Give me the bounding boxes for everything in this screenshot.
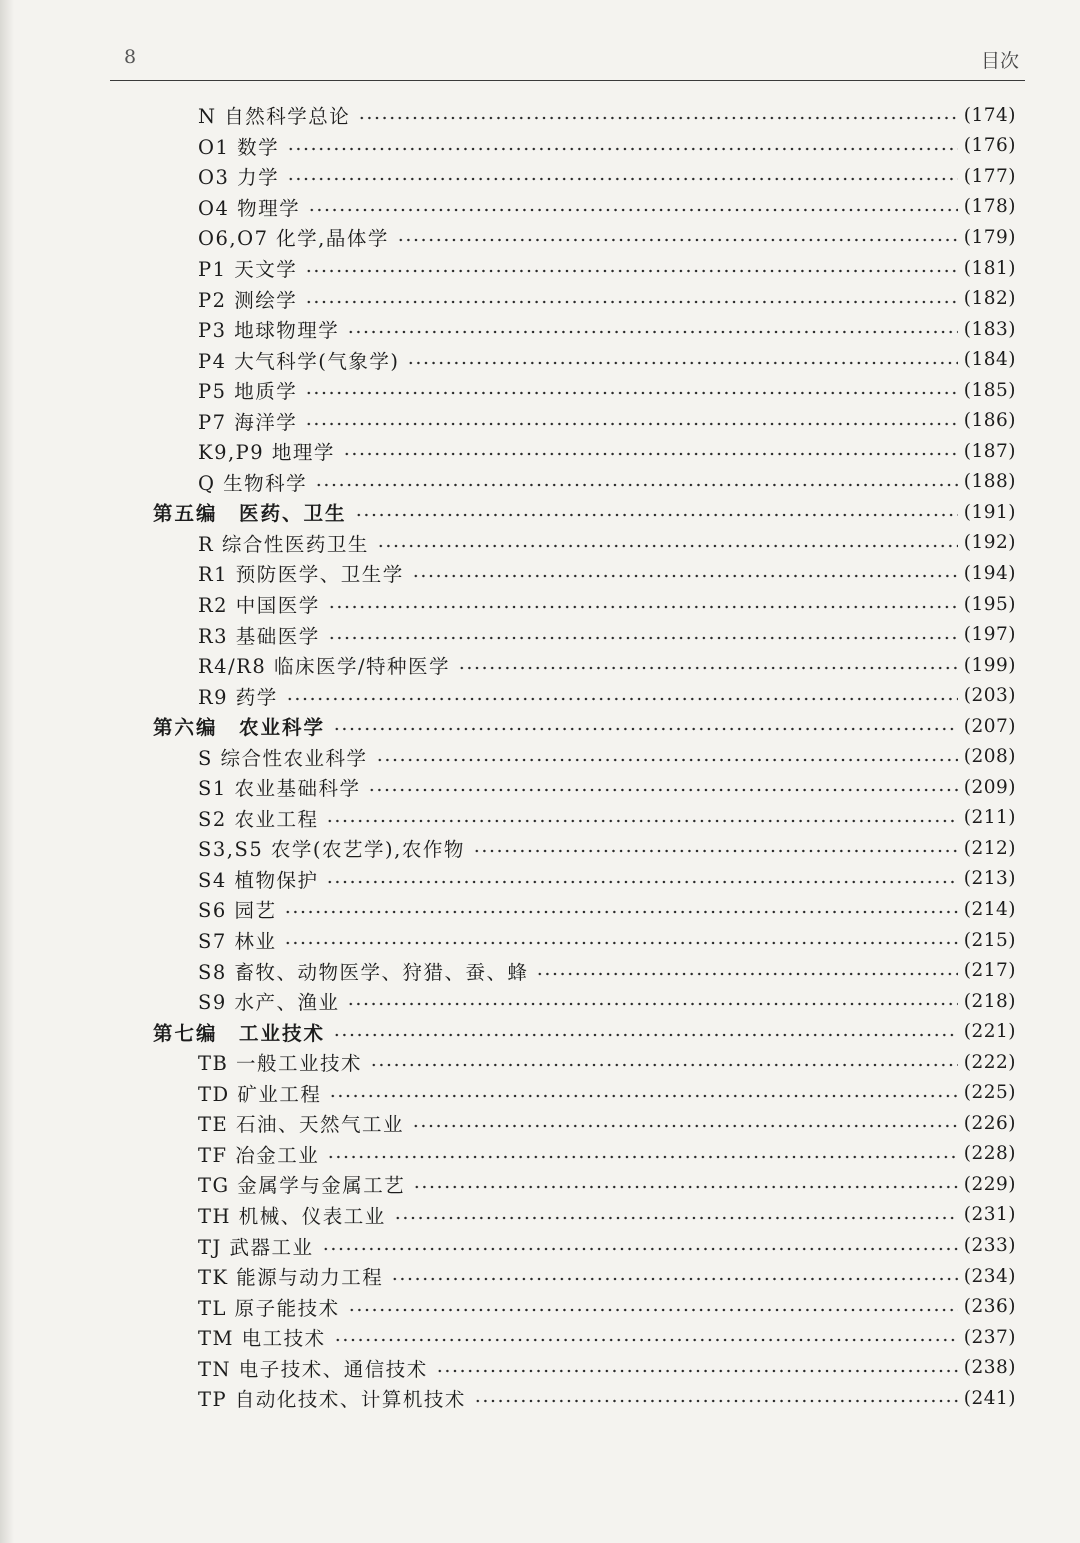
toc-entry <box>0 528 1080 559</box>
toc-entry-page-number: (186) <box>963 410 1016 432</box>
toc-entry-page-number: (237) <box>963 1326 1016 1348</box>
toc-entry-page-number: (211) <box>963 807 1016 829</box>
toc-entry-page-number: (176) <box>963 135 1016 157</box>
toc-entry-label: S 综合性农业科学 <box>198 746 368 770</box>
dot-leader <box>358 116 957 120</box>
dot-leader <box>536 972 957 976</box>
toc-entry-label: TF 冶金工业 <box>198 1143 320 1167</box>
toc-entry <box>0 833 1080 864</box>
toc-entry <box>0 650 1080 681</box>
dot-leader <box>436 1369 958 1373</box>
toc-entry-label: TD 矿业工程 <box>198 1082 322 1106</box>
dot-leader <box>412 574 958 578</box>
toc-entry <box>0 558 1080 589</box>
toc-entry-label: R3 基础医学 <box>198 624 320 648</box>
toc-entry-page-number: (188) <box>963 471 1016 493</box>
toc-entry-page-number: (181) <box>963 257 1016 279</box>
toc-entry <box>0 589 1080 620</box>
toc-entry-page-number: (209) <box>963 776 1016 798</box>
toc-entry-label: S7 林业 <box>198 930 277 954</box>
table-of-contents <box>0 100 1080 1414</box>
dot-leader <box>376 758 958 762</box>
toc-part-heading <box>0 497 1080 528</box>
toc-entry <box>0 1139 1080 1170</box>
dot-leader <box>355 513 958 517</box>
toc-entry-page-number: (222) <box>963 1051 1016 1073</box>
toc-entry-page-number: (183) <box>963 318 1016 340</box>
toc-entry-label: P1 天文学 <box>198 258 298 281</box>
dot-leader <box>458 666 958 670</box>
toc-entry <box>0 680 1080 711</box>
dot-leader <box>473 849 958 853</box>
toc-entry-label: TP 自动化技术、计算机技术 <box>198 1388 466 1412</box>
dot-leader <box>368 788 957 792</box>
toc-entry-label: TK 能源与动力工程 <box>198 1266 384 1290</box>
toc-entry-page-number: (203) <box>963 685 1016 707</box>
toc-entry-label: S6 园艺 <box>198 899 277 923</box>
toc-entry-label: TG 金属学与金属工艺 <box>198 1174 406 1198</box>
dot-leader <box>348 1308 958 1312</box>
dot-leader <box>305 300 958 304</box>
toc-entry-label: S8 畜牧、动物医学、狩猎、蚕、蜂 <box>198 960 529 984</box>
toc-entry <box>0 619 1080 650</box>
toc-entry-label: O6,O7 化学,晶体学 <box>198 227 389 251</box>
toc-entry-page-number: (184) <box>963 349 1016 371</box>
toc-entry-label: S2 农业工程 <box>198 807 319 831</box>
dot-leader <box>347 330 958 334</box>
toc-entry <box>0 741 1080 772</box>
toc-entry <box>0 192 1080 223</box>
toc-entry-page-number: (212) <box>963 837 1016 859</box>
dot-leader <box>370 1063 958 1067</box>
toc-entry-label: O3 力学 <box>198 166 280 190</box>
toc-entry <box>0 1383 1080 1414</box>
dot-leader <box>412 1124 958 1128</box>
dot-leader <box>284 941 957 945</box>
toc-entry <box>0 100 1080 131</box>
toc-entry <box>0 405 1080 436</box>
toc-entry-label: P3 地球物理学 <box>198 319 340 343</box>
toc-entry <box>0 314 1080 345</box>
toc-entry-page-number: (228) <box>963 1143 1016 1165</box>
toc-entry-label: TM 电工技术 <box>198 1327 326 1351</box>
dot-leader <box>315 483 958 487</box>
toc-entry-label: P2 测绘学 <box>198 288 298 312</box>
toc-entry-page-number: (185) <box>963 379 1016 401</box>
toc-entry-label: R2 中国医学 <box>198 594 320 618</box>
toc-entry-page-number: (225) <box>963 1082 1016 1104</box>
toc-entry <box>0 253 1080 284</box>
running-head: 目次 <box>980 50 1019 72</box>
page-header <box>110 44 1025 81</box>
toc-entry-label: O4 物理学 <box>198 196 301 220</box>
toc-entry-label: N 自然科学总论 <box>198 105 351 129</box>
toc-entry <box>0 283 1080 314</box>
toc-entry-label: R9 药学 <box>198 685 278 709</box>
toc-entry-page-number: (241) <box>963 1387 1016 1409</box>
toc-entry-page-number: (177) <box>963 165 1016 187</box>
dot-leader <box>328 605 958 609</box>
toc-entry-label: R 综合性医药卫生 <box>198 532 369 556</box>
toc-entry-label: S1 农业基础科学 <box>198 777 361 801</box>
toc-entry-page-number: (215) <box>963 929 1016 951</box>
toc-entry <box>0 986 1080 1017</box>
toc-entry <box>0 1230 1080 1261</box>
dot-leader <box>407 361 957 365</box>
toc-entry-page-number: (195) <box>963 593 1016 615</box>
toc-entry-page-number: (192) <box>963 532 1016 554</box>
toc-entry-page-number: (207) <box>963 715 1016 737</box>
dot-leader <box>326 819 957 823</box>
dot-leader <box>333 727 958 731</box>
dot-leader <box>377 544 958 548</box>
toc-entry <box>0 772 1080 803</box>
toc-entry <box>0 344 1080 375</box>
dot-leader <box>287 147 958 151</box>
toc-entry-label: 第七编 工业技术 <box>153 1021 326 1045</box>
toc-entry-label: TL 原子能技术 <box>198 1296 340 1320</box>
dot-leader <box>284 910 957 914</box>
toc-entry-page-number: (234) <box>963 1265 1016 1287</box>
toc-entry-page-number: (199) <box>963 654 1016 676</box>
dot-leader <box>305 391 958 395</box>
toc-entry <box>0 1169 1080 1200</box>
toc-entry <box>0 1047 1080 1078</box>
toc-entry-label: 第六编 农业科学 <box>153 716 326 740</box>
toc-entry-label: TN 电子技术、通信技术 <box>198 1357 428 1381</box>
toc-entry-page-number: (182) <box>963 288 1016 310</box>
toc-entry <box>0 1322 1080 1353</box>
toc-entry <box>0 161 1080 192</box>
toc-entry-label: TH 机械、仪表工业 <box>198 1204 386 1228</box>
dot-leader <box>391 1277 957 1281</box>
toc-entry-page-number: (179) <box>963 226 1016 248</box>
toc-entry-page-number: (197) <box>963 624 1016 646</box>
toc-entry <box>0 955 1080 986</box>
dot-leader <box>334 1338 958 1342</box>
dot-leader <box>394 1216 958 1220</box>
dot-leader <box>397 238 958 242</box>
toc-entry-page-number: (217) <box>963 960 1016 982</box>
toc-entry-label: S4 植物保护 <box>198 868 319 892</box>
toc-entry-label: R1 预防医学、卫生学 <box>198 563 404 587</box>
toc-entry-page-number: (236) <box>963 1296 1016 1318</box>
toc-entry-label: TB 一般工业技术 <box>198 1052 363 1076</box>
page-number: 8 <box>124 46 137 68</box>
toc-entry-page-number: (238) <box>963 1357 1016 1379</box>
toc-entry-label: 第五编 医药、卫生 <box>153 502 347 526</box>
dot-leader <box>287 177 958 181</box>
dot-leader <box>327 1155 958 1159</box>
toc-entry-label: TE 石油、天然气工业 <box>198 1113 404 1137</box>
toc-entry <box>0 1261 1080 1292</box>
toc-entry-page-number: (229) <box>963 1173 1016 1195</box>
toc-entry-page-number: (194) <box>963 562 1016 584</box>
toc-entry <box>0 467 1080 498</box>
toc-entry-label: S3,S5 农学(农艺学),农作物 <box>198 838 465 862</box>
toc-entry-label: P4 大气科学(气象学) <box>198 349 400 373</box>
toc-entry-page-number: (214) <box>963 898 1016 920</box>
toc-entry-label: Q 生物科学 <box>198 471 308 495</box>
toc-entry-page-number: (231) <box>963 1204 1016 1226</box>
dot-leader <box>333 1033 958 1037</box>
toc-entry-label: R4/R8 临床医学/特种医学 <box>198 655 451 679</box>
toc-entry <box>0 1078 1080 1109</box>
toc-entry <box>0 894 1080 925</box>
toc-entry-label: S9 水产、渔业 <box>198 991 340 1015</box>
toc-entry-label: K9,P9 地理学 <box>198 441 335 465</box>
toc-entry <box>0 131 1080 162</box>
toc-entry <box>0 864 1080 895</box>
dot-leader <box>328 636 958 640</box>
toc-part-heading <box>0 1016 1080 1047</box>
dot-leader <box>305 422 958 426</box>
toc-entry <box>0 1200 1080 1231</box>
toc-entry-page-number: (191) <box>963 501 1016 523</box>
dot-leader <box>308 208 958 212</box>
toc-entry-page-number: (218) <box>963 990 1016 1012</box>
dot-leader <box>474 1399 958 1403</box>
toc-entry-page-number: (187) <box>963 440 1016 462</box>
toc-entry <box>0 375 1080 406</box>
dot-leader <box>329 1094 957 1098</box>
toc-entry-label: TJ 武器工业 <box>198 1235 314 1259</box>
dot-leader <box>326 880 957 884</box>
toc-entry <box>0 925 1080 956</box>
toc-entry-label: O1 数学 <box>198 135 280 159</box>
dot-leader <box>347 1002 957 1006</box>
toc-entry <box>0 436 1080 467</box>
toc-entry-page-number: (213) <box>963 868 1016 890</box>
toc-entry-page-number: (174) <box>963 104 1016 126</box>
toc-entry <box>0 1352 1080 1383</box>
toc-part-heading <box>0 711 1080 742</box>
dot-leader <box>286 697 958 701</box>
toc-entry-label: P7 海洋学 <box>198 410 298 434</box>
toc-entry-label: P5 地质学 <box>198 380 298 404</box>
dot-leader <box>305 269 958 273</box>
toc-entry-page-number: (178) <box>963 196 1016 218</box>
toc-entry-page-number: (221) <box>963 1021 1016 1043</box>
dot-leader <box>322 1247 958 1251</box>
dot-leader <box>343 452 958 456</box>
toc-entry-page-number: (208) <box>963 746 1016 768</box>
toc-entry <box>0 222 1080 253</box>
toc-entry <box>0 803 1080 834</box>
toc-entry <box>0 1291 1080 1322</box>
toc-entry-page-number: (233) <box>963 1235 1016 1256</box>
toc-entry <box>0 1108 1080 1139</box>
toc-entry-page-number: (226) <box>963 1112 1016 1134</box>
dot-leader <box>413 1185 957 1189</box>
